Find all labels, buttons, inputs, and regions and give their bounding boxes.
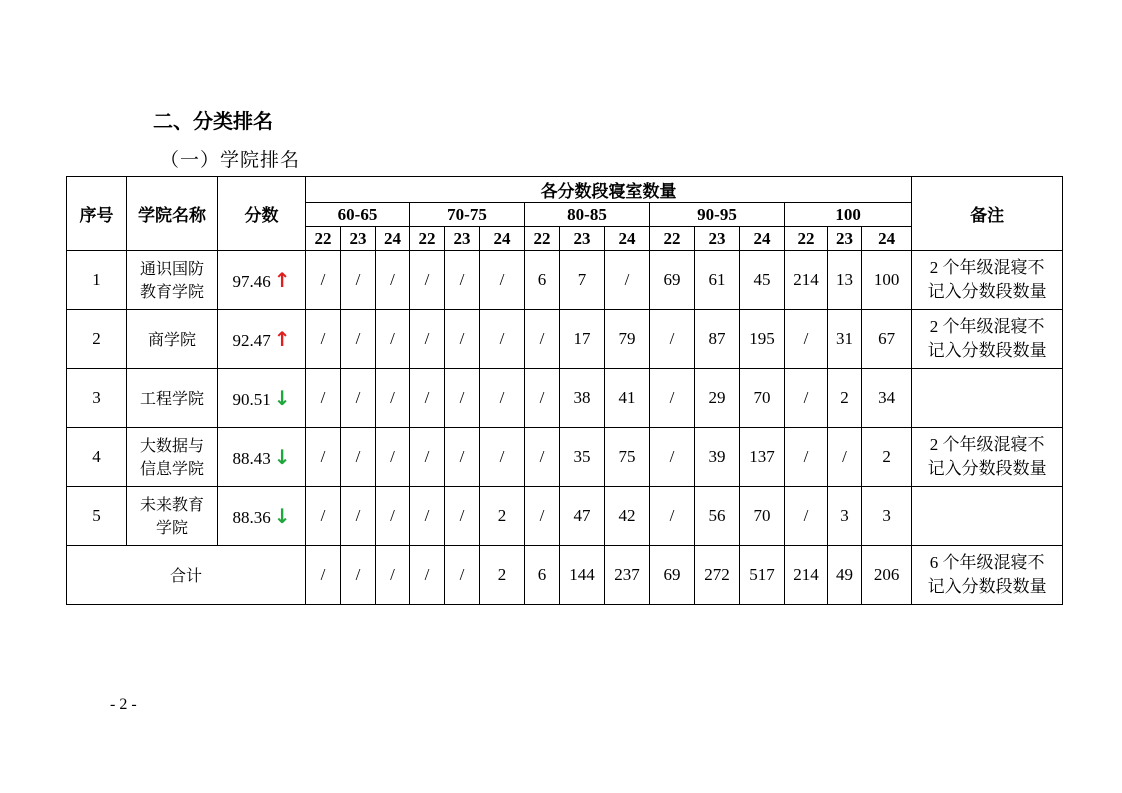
- total-count-cell: 2: [480, 546, 525, 605]
- row-index: 2: [67, 310, 127, 369]
- total-remark-cell: [912, 546, 1063, 605]
- college-name-text: [148, 328, 196, 351]
- count-cell: 100: [862, 251, 912, 310]
- count-cell: /: [410, 310, 445, 369]
- subsection-heading: （一）学院排名: [160, 149, 301, 171]
- count-cell: /: [480, 251, 525, 310]
- header-year: 24: [862, 227, 912, 251]
- header-year: 24: [376, 227, 410, 251]
- header-year: 23: [828, 227, 862, 251]
- remark-cell: [912, 428, 1063, 487]
- score-cell: [218, 251, 306, 310]
- college-name: [127, 310, 218, 369]
- remark-line: 记入分数段数量: [927, 341, 1047, 360]
- college-name-text: [140, 387, 204, 410]
- count-cell: /: [525, 369, 560, 428]
- count-cell: /: [525, 310, 560, 369]
- count-cell: /: [480, 428, 525, 487]
- header-year: 22: [306, 227, 341, 251]
- count-cell: /: [306, 487, 341, 546]
- header-range: 70-75: [410, 203, 525, 227]
- count-cell: 17: [560, 310, 605, 369]
- count-cell: 75: [605, 428, 650, 487]
- college-name: [127, 251, 218, 310]
- score-value: 90.51: [232, 390, 271, 409]
- count-cell: 214: [785, 251, 828, 310]
- total-count-cell: /: [376, 546, 410, 605]
- college-name-line: 工程学院: [139, 388, 204, 408]
- count-cell: /: [605, 251, 650, 310]
- count-cell: /: [376, 428, 410, 487]
- count-cell: 41: [605, 369, 650, 428]
- table-row: [67, 310, 1063, 369]
- remark-cell: [912, 251, 1063, 310]
- header-year: 23: [560, 227, 605, 251]
- row-index: 3: [67, 369, 127, 428]
- count-cell: /: [306, 251, 341, 310]
- trend-down-arrow-icon: ↓: [273, 386, 291, 410]
- college-name-text: [140, 493, 204, 539]
- count-cell: 69: [650, 251, 695, 310]
- count-cell: /: [525, 487, 560, 546]
- header-range: 80-85: [525, 203, 650, 227]
- section-heading: 二、分类排名: [153, 109, 273, 133]
- score-cell: [218, 487, 306, 546]
- row-index: 4: [67, 428, 127, 487]
- count-cell: /: [650, 310, 695, 369]
- count-cell: 39: [695, 428, 740, 487]
- count-cell: 31: [828, 310, 862, 369]
- table-row: [67, 487, 1063, 546]
- header-score: 分数: [218, 177, 306, 251]
- college-name: [127, 428, 218, 487]
- count-cell: 38: [560, 369, 605, 428]
- header-year: 23: [695, 227, 740, 251]
- count-cell: 6: [525, 251, 560, 310]
- count-cell: /: [376, 251, 410, 310]
- score-cell: [218, 310, 306, 369]
- total-count-cell: 6: [525, 546, 560, 605]
- count-cell: /: [341, 251, 376, 310]
- total-row: [67, 546, 1063, 605]
- header-year: 22: [525, 227, 560, 251]
- count-cell: /: [306, 310, 341, 369]
- header-year: 24: [605, 227, 650, 251]
- remark-line: 记入分数段数量: [927, 282, 1047, 301]
- trend-down-arrow-icon: ↓: [273, 504, 291, 528]
- trend-up-arrow-icon: ↑: [273, 327, 291, 351]
- college-name-text: [140, 434, 204, 480]
- count-cell: 29: [695, 369, 740, 428]
- total-count-cell: 144: [560, 546, 605, 605]
- college-ranking-table: [66, 176, 1063, 605]
- count-cell: 67: [862, 310, 912, 369]
- count-cell: /: [785, 310, 828, 369]
- count-cell: 3: [828, 487, 862, 546]
- count-cell: 2: [480, 487, 525, 546]
- remark-line: 2 个年级混寝不: [929, 258, 1045, 277]
- count-cell: 61: [695, 251, 740, 310]
- table-row: [67, 428, 1063, 487]
- college-name: [127, 369, 218, 428]
- count-cell: 35: [560, 428, 605, 487]
- college-name-line: 未来教育: [139, 495, 204, 514]
- college-name-text: [140, 257, 204, 303]
- count-cell: 70: [740, 369, 785, 428]
- count-cell: /: [410, 428, 445, 487]
- row-index: 5: [67, 487, 127, 546]
- total-count-cell: 69: [650, 546, 695, 605]
- count-cell: /: [341, 369, 376, 428]
- count-cell: /: [445, 428, 480, 487]
- header-score-band-group: 各分数段寝室数量: [306, 177, 912, 203]
- total-count-cell: 206: [862, 546, 912, 605]
- header-year: 22: [650, 227, 695, 251]
- count-cell: 79: [605, 310, 650, 369]
- count-cell: /: [306, 369, 341, 428]
- remark-line: 6 个年级混寝不: [929, 553, 1045, 572]
- count-cell: 2: [828, 369, 862, 428]
- college-name-line: 商学院: [147, 329, 196, 349]
- total-count-cell: 517: [740, 546, 785, 605]
- header-college: 学院名称: [127, 177, 218, 251]
- count-cell: /: [341, 428, 376, 487]
- row-index: 1: [67, 251, 127, 310]
- remark-line: 记入分数段数量: [927, 577, 1047, 596]
- college-name-line: 通识国防: [139, 259, 204, 278]
- count-cell: /: [785, 428, 828, 487]
- total-count-cell: /: [306, 546, 341, 605]
- count-cell: /: [525, 428, 560, 487]
- header-year: 22: [785, 227, 828, 251]
- college-name: [127, 487, 218, 546]
- count-cell: /: [828, 428, 862, 487]
- page-number: - 2 -: [110, 696, 137, 713]
- count-cell: 137: [740, 428, 785, 487]
- count-cell: /: [650, 428, 695, 487]
- count-cell: /: [410, 369, 445, 428]
- count-cell: 7: [560, 251, 605, 310]
- count-cell: 87: [695, 310, 740, 369]
- total-label: 合计: [67, 546, 306, 605]
- count-cell: 13: [828, 251, 862, 310]
- header-range: 100: [785, 203, 912, 227]
- table-row: [67, 369, 1063, 428]
- count-cell: 3: [862, 487, 912, 546]
- count-cell: 34: [862, 369, 912, 428]
- remark-cell: [912, 487, 1063, 546]
- count-cell: /: [376, 369, 410, 428]
- total-count-cell: /: [410, 546, 445, 605]
- count-cell: 2: [862, 428, 912, 487]
- count-cell: /: [376, 487, 410, 546]
- score-cell: [218, 369, 306, 428]
- remark-line: 2 个年级混寝不: [929, 435, 1045, 454]
- score-value: 92.47: [232, 331, 271, 350]
- count-cell: 47: [560, 487, 605, 546]
- header-range: 90-95: [650, 203, 785, 227]
- remark-cell: [912, 369, 1063, 428]
- count-cell: 195: [740, 310, 785, 369]
- remark-line: 2 个年级混寝不: [929, 317, 1045, 336]
- score-cell: [218, 428, 306, 487]
- count-cell: /: [650, 369, 695, 428]
- count-cell: /: [445, 310, 480, 369]
- header-remark: 备注: [912, 177, 1063, 251]
- college-name-line: 大数据与: [139, 436, 204, 455]
- count-cell: /: [480, 310, 525, 369]
- count-cell: /: [306, 428, 341, 487]
- total-count-cell: /: [341, 546, 376, 605]
- score-value: 88.43: [232, 449, 271, 468]
- count-cell: /: [785, 369, 828, 428]
- score-value: 97.46: [232, 272, 271, 291]
- header-year: 23: [341, 227, 376, 251]
- count-cell: 42: [605, 487, 650, 546]
- count-cell: /: [341, 487, 376, 546]
- remark-cell: [912, 310, 1063, 369]
- total-count-cell: 237: [605, 546, 650, 605]
- remark-line: 记入分数段数量: [927, 459, 1047, 478]
- count-cell: /: [480, 369, 525, 428]
- count-cell: /: [341, 310, 376, 369]
- count-cell: /: [410, 251, 445, 310]
- total-count-cell: 49: [828, 546, 862, 605]
- college-name-line: 学院: [155, 518, 188, 537]
- score-value: 88.36: [232, 508, 271, 527]
- count-cell: 45: [740, 251, 785, 310]
- header-year: 24: [480, 227, 525, 251]
- table-row: [67, 251, 1063, 310]
- count-cell: 70: [740, 487, 785, 546]
- header-year: 22: [410, 227, 445, 251]
- count-cell: 56: [695, 487, 740, 546]
- header-index: 序号: [67, 177, 127, 251]
- total-count-cell: 272: [695, 546, 740, 605]
- trend-down-arrow-icon: ↓: [273, 445, 291, 469]
- trend-up-arrow-icon: ↑: [273, 268, 291, 292]
- count-cell: /: [785, 487, 828, 546]
- total-count-cell: /: [445, 546, 480, 605]
- count-cell: /: [410, 487, 445, 546]
- count-cell: /: [445, 251, 480, 310]
- college-name-line: 信息学院: [139, 459, 204, 478]
- college-name-line: 教育学院: [139, 282, 204, 301]
- count-cell: /: [445, 369, 480, 428]
- count-cell: /: [376, 310, 410, 369]
- header-year: 24: [740, 227, 785, 251]
- header-year: 23: [445, 227, 480, 251]
- header-range: 60-65: [306, 203, 410, 227]
- count-cell: /: [445, 487, 480, 546]
- count-cell: /: [650, 487, 695, 546]
- total-count-cell: 214: [785, 546, 828, 605]
